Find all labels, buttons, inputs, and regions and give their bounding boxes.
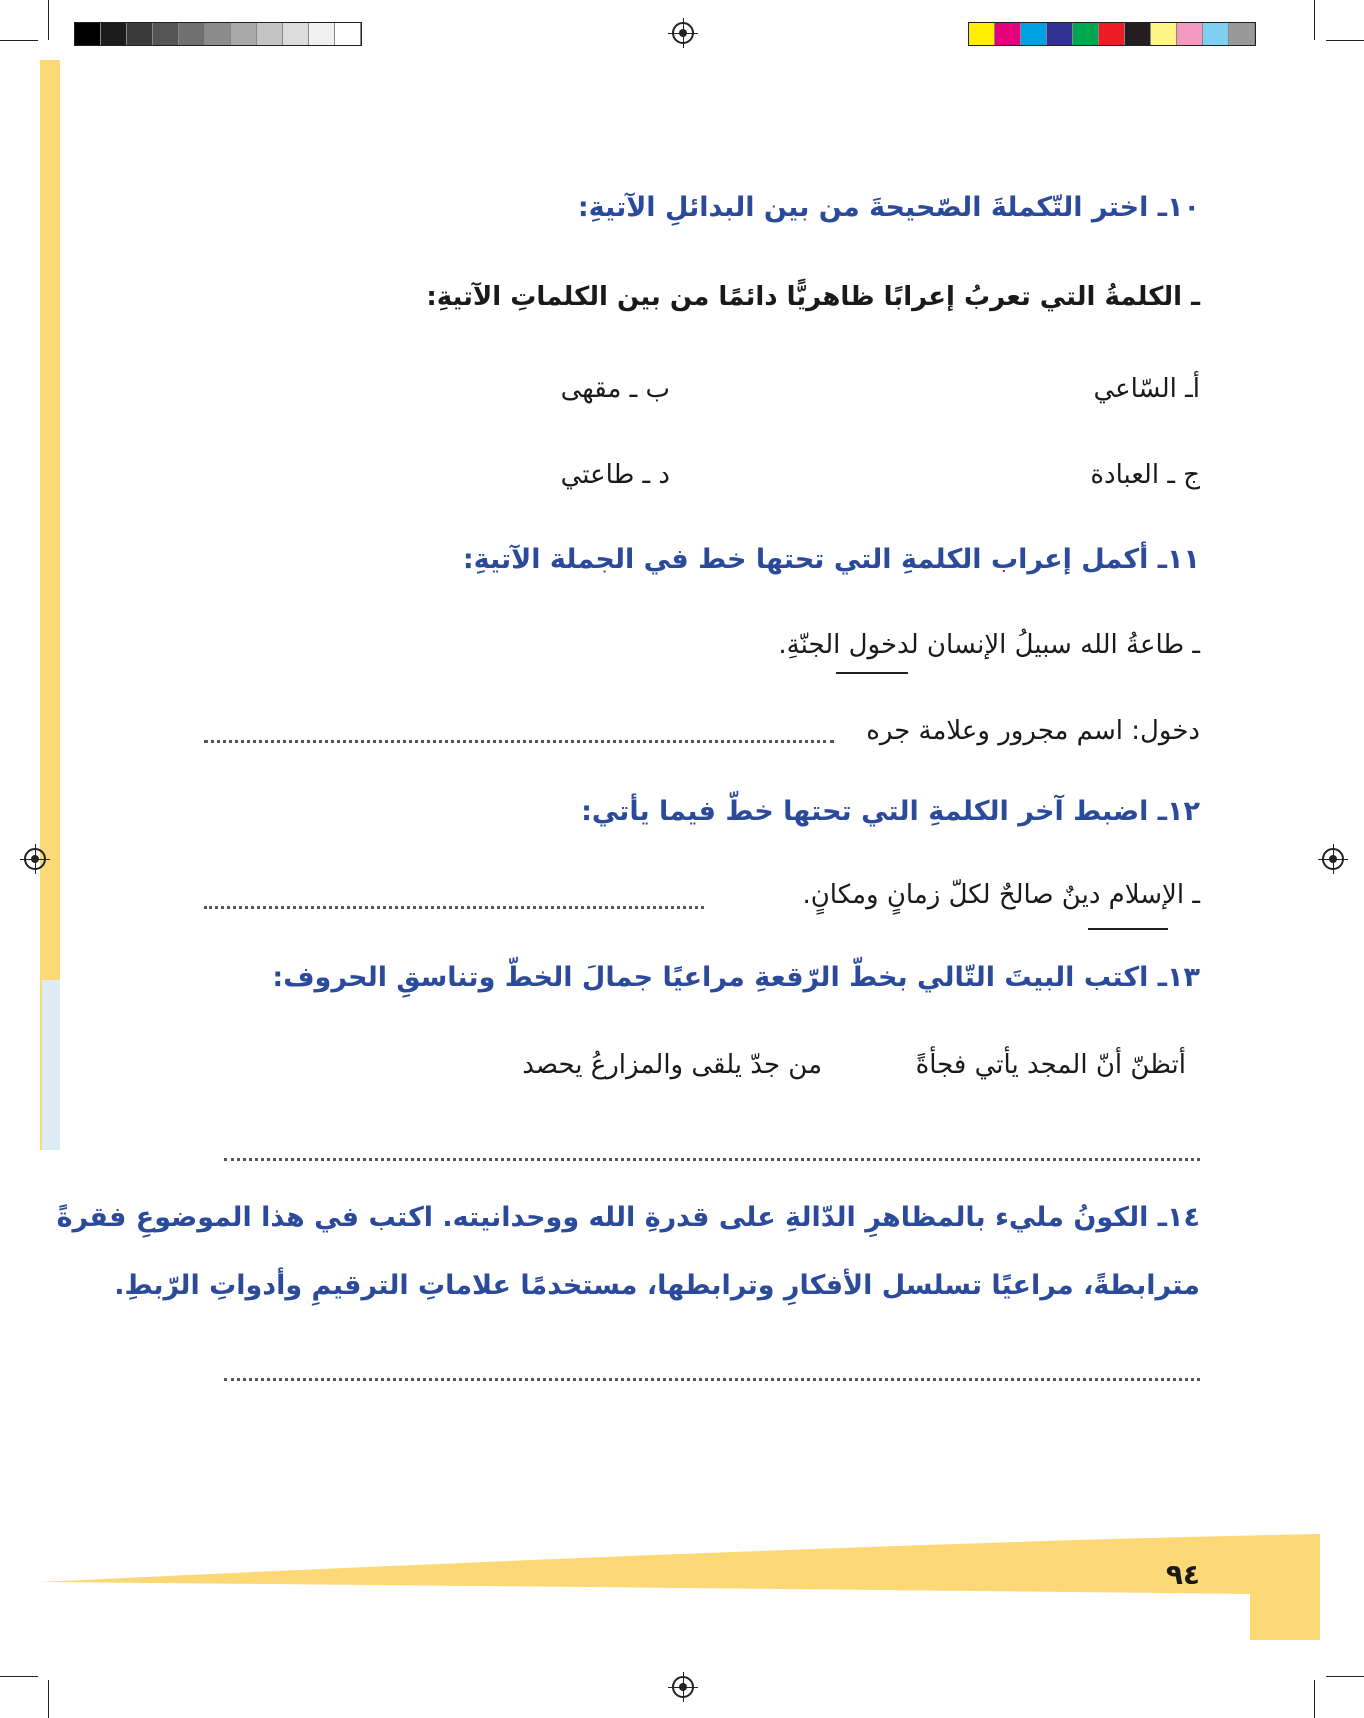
color-swatch xyxy=(1203,23,1229,45)
question-13-heading: ١٣ـ اكتب البيتَ التّالي بخطّ الرّقعةِ مراعيًا جمالَ الخطّ وتناسقِ الحروف: xyxy=(272,962,1200,993)
question-11-answer-prefix: دخول: اسم مجرور وعلامة جره xyxy=(866,716,1200,746)
color-swatch xyxy=(1125,23,1151,45)
gray-swatch xyxy=(205,23,231,45)
crop-mark xyxy=(1314,1680,1315,1718)
verse-first-hemistich: أتظنّ أنّ المجد يأتي فجأةً xyxy=(915,1050,1186,1080)
gray-swatch xyxy=(309,23,335,45)
question-14-line-1: ١٤ـ الكونُ مليء بالمظاهرِ الدّالةِ على قدرةِ الله ووحدانيته. اكتب في هذا الموضوعِ فقرةً xyxy=(56,1202,1200,1233)
option-a: أـ السّاعي xyxy=(1093,374,1200,404)
answer-line[interactable] xyxy=(204,906,704,909)
registration-mark-icon xyxy=(1322,848,1344,870)
color-swatch xyxy=(1177,23,1203,45)
crop-mark xyxy=(0,1676,38,1677)
question-10-prompt: ـ الكلمةُ التي تعربُ إعرابًا ظاهريًّا دائمًا من بين الكلماتِ الآتيةِ: xyxy=(426,282,1200,312)
process-color-bar xyxy=(968,22,1256,46)
footer-yellow-band xyxy=(0,1530,1364,1650)
answer-line[interactable] xyxy=(224,1158,1200,1161)
question-14-line-2: مترابطةً، مراعيًا تسلسل الأفكارِ وترابطها، مستخدمًا علاماتِ الترقيمِ وأدواتِ الرّبطِ. xyxy=(114,1270,1200,1301)
color-swatch xyxy=(1099,23,1125,45)
gray-swatch xyxy=(257,23,283,45)
color-swatch xyxy=(995,23,1021,45)
gray-swatch xyxy=(127,23,153,45)
gray-swatch xyxy=(179,23,205,45)
gray-swatch xyxy=(283,23,309,45)
color-swatch xyxy=(1073,23,1099,45)
color-swatch xyxy=(1021,23,1047,45)
crop-mark xyxy=(0,40,38,41)
gray-swatch xyxy=(101,23,127,45)
gray-swatch xyxy=(231,23,257,45)
question-12-heading: ١٢ـ اضبط آخر الكلمةِ التي تحتها خطّ فيما يأتي: xyxy=(581,796,1200,827)
crop-mark xyxy=(48,0,49,40)
grayscale-color-bar xyxy=(74,22,362,46)
option-d: د ـ طاعتي xyxy=(560,460,670,490)
verse-second-hemistich: من جدّ يلقى والمزارعُ يحصد xyxy=(522,1050,822,1080)
underline-marker xyxy=(836,672,908,674)
gray-swatch xyxy=(335,23,361,45)
gray-swatch xyxy=(75,23,101,45)
crop-mark xyxy=(1314,0,1315,40)
underline-marker xyxy=(1088,928,1168,930)
question-11-heading: ١١ـ أكمل إعراب الكلمةِ التي تحتها خط في الجملة الآتيةِ: xyxy=(462,544,1200,575)
color-swatch xyxy=(1229,23,1255,45)
crop-mark xyxy=(48,1680,49,1718)
crop-mark xyxy=(1326,40,1364,41)
page-number: ٩٤ xyxy=(1165,1558,1200,1591)
question-12-sentence: ـ الإسلام دينٌ صالحٌ لكلّ زمانٍ ومكانٍ. xyxy=(802,880,1200,910)
answer-line[interactable] xyxy=(224,1378,1200,1381)
question-11-sentence: ـ طاعةُ الله سبيلُ الإنسان لدخول الجنّةِ. xyxy=(778,630,1200,660)
option-b: ب ـ مقهى xyxy=(560,374,670,404)
question-10-heading: ١٠ـ اختر التّكملةَ الصّحيحةَ من بين البدائلِ الآتيةِ: xyxy=(577,192,1200,223)
crop-mark xyxy=(1326,1676,1364,1677)
registration-mark-icon xyxy=(24,848,46,870)
registration-mark-icon xyxy=(672,1676,694,1698)
option-c: ج ـ العبادة xyxy=(1090,460,1200,490)
answer-line[interactable] xyxy=(204,740,834,743)
left-light-blue-band xyxy=(42,980,60,1150)
color-swatch xyxy=(969,23,995,45)
gray-swatch xyxy=(153,23,179,45)
registration-mark-icon xyxy=(672,22,694,44)
color-swatch xyxy=(1151,23,1177,45)
color-swatch xyxy=(1047,23,1073,45)
